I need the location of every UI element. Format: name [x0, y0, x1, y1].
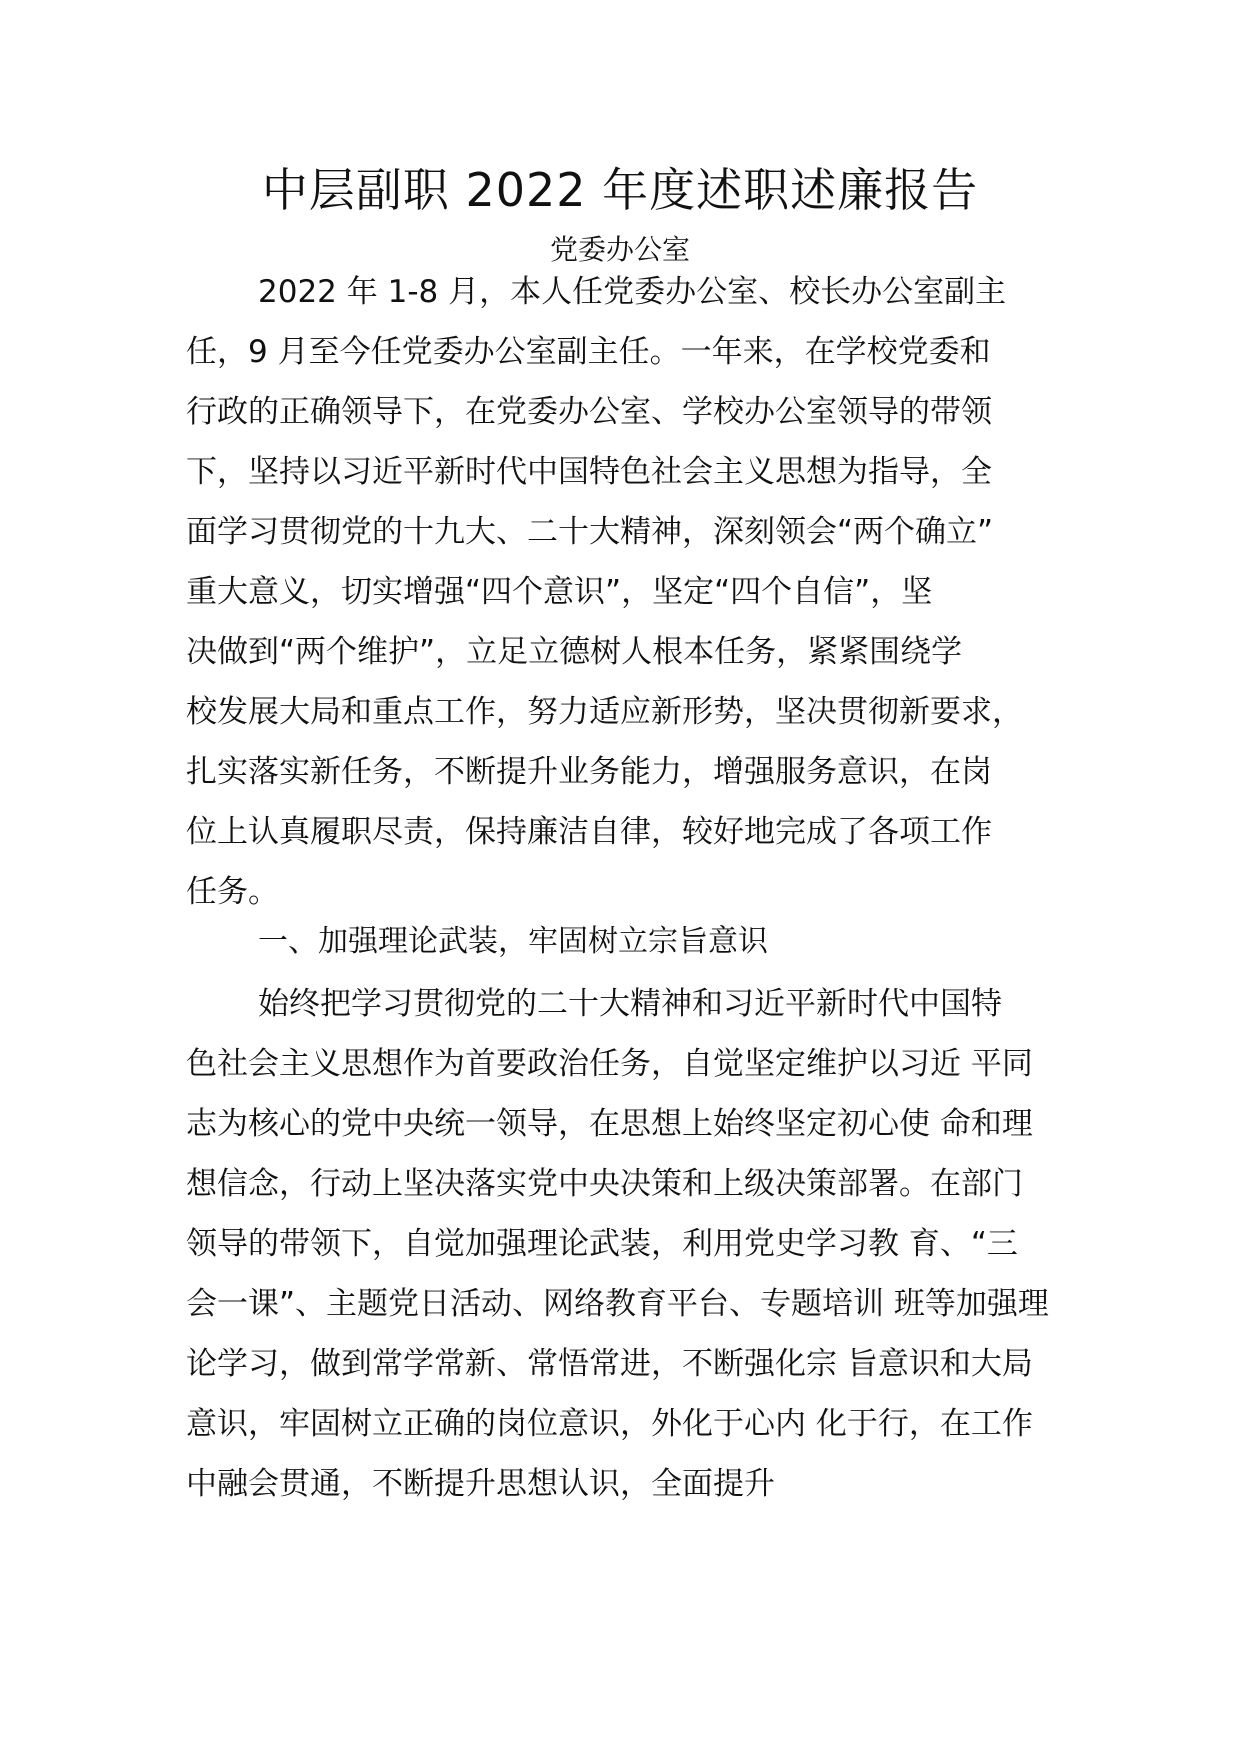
text-line: 任，9 月至今任党委办公室副主任。一年来，在学校党委和	[186, 334, 991, 370]
text-line: 2022 年 1-8 月，本人任党委办公室、校长办公室副主	[258, 274, 1007, 310]
text-line: 行政的正确领导下，在党委办公室、学校办公室领导的带领	[186, 394, 992, 430]
text-line: 论学习，做到常学常新、常悟常进，不断强化宗 旨意识和大局	[186, 1346, 1033, 1382]
text-line: 志为核心的党中央统一领导，在思想上始终坚定初心使 命和理	[186, 1106, 1033, 1142]
text-line: 位上认真履职尽责，保持廉洁自律，较好地完成了各项工作	[186, 814, 992, 850]
section-heading: 一、加强理论武装，牢固树立宗旨意识	[258, 924, 768, 959]
text-line: 领导的带领下，自觉加强理论武装，利用党史学习教 育、“三	[186, 1226, 1018, 1262]
text-line: 重大意义，切实增强“四个意识”，坚定“四个自信”，坚	[186, 574, 933, 610]
text-line: 想信念，行动上坚决落实党中央决策和上级决策部署。在部门	[186, 1166, 1023, 1202]
document-title: 中层副职 2022 年度述职述廉报告	[261, 163, 979, 217]
text-line: 扎实落实新任务，不断提升业务能力，增强服务意识，在岗	[186, 754, 992, 790]
text-line: 任务。	[186, 874, 279, 910]
text-line: 决做到“两个维护”，立足立德树人根本任务，紧紧围绕学	[186, 634, 963, 670]
text-line: 色社会主义思想作为首要政治任务，自觉坚定维护以习近 平同	[186, 1046, 1033, 1082]
section-heading-block	[186, 912, 1086, 972]
department-name: 党委办公室	[549, 233, 690, 266]
text-line: 校发展大局和重点工作，努力适应新形势，坚决贯彻新要求，	[186, 694, 1023, 730]
paragraph-intro	[186, 262, 1086, 922]
text-line: 中融会贯通，不断提升思想认识，全面提升	[186, 1466, 775, 1502]
text-line: 会一课”、主题党日活动、网络教育平台、专题培训 班等加强理	[186, 1286, 1049, 1322]
text-line: 下，坚持以习近平新时代中国特色社会主义思想为指导，全	[186, 454, 992, 490]
text-line: 始终把学习贯彻党的二十大精神和习近平新时代中国特	[258, 986, 1002, 1022]
text-line: 面学习贯彻党的十九大、二十大精神，深刻领会“两个确立”	[186, 514, 994, 550]
text-line: 意识，牢固树立正确的岗位意识，外化于心内 化于行，在工作	[186, 1406, 1033, 1442]
paragraph-section-1	[186, 974, 1086, 1514]
